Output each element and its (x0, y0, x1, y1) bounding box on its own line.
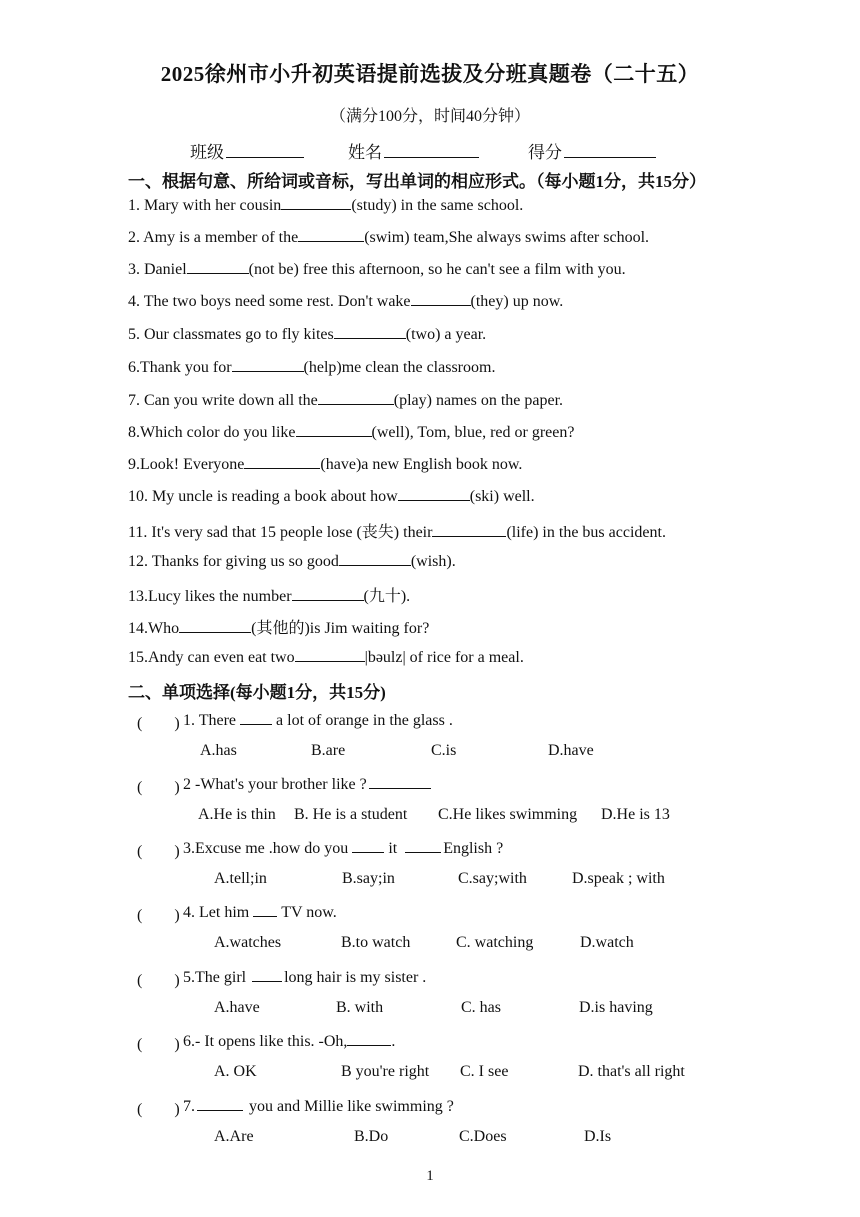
option-d[interactable]: D.is having (579, 999, 653, 1016)
answer-blank[interactable] (295, 647, 365, 662)
option-a[interactable]: A.has (200, 742, 237, 759)
option-d[interactable]: D.Is (584, 1128, 612, 1145)
option-a[interactable]: A.watches (214, 934, 282, 951)
score-blank[interactable] (564, 141, 656, 158)
option-b[interactable]: B.are (311, 742, 346, 759)
answer-blank[interactable] (281, 195, 351, 210)
option-c[interactable]: C. watching (456, 934, 534, 951)
item-pre: 13.Lucy likes the number (128, 588, 292, 605)
class-field (190, 138, 304, 163)
answer-blank[interactable] (432, 522, 506, 537)
answer-blank[interactable] (187, 259, 249, 274)
question-text: you and Millie like swimming ? (249, 1098, 454, 1115)
question-text: . (391, 1033, 396, 1050)
question-blank (252, 967, 282, 982)
fill-item-10 (128, 486, 535, 506)
fill-item-13 (128, 583, 410, 606)
item-post: (其他的)is Jim waiting for? (251, 620, 430, 637)
option-d[interactable]: D.have (548, 742, 594, 759)
item-post: (life) in the bus accident. (506, 524, 666, 541)
fill-item-3 (128, 259, 626, 279)
fill-item-4 (128, 291, 563, 311)
name-field (348, 138, 479, 163)
item-post: (study) in the same school. (351, 197, 524, 214)
answer-blank[interactable] (318, 390, 394, 405)
answer-blank[interactable] (334, 324, 406, 339)
fill-item-6 (128, 357, 495, 377)
item-post: |bəulz| of rice for a meal. (364, 649, 524, 666)
item-pre: 5. Our classmates go to fly kites (128, 326, 334, 343)
mc-question-5 (183, 967, 426, 987)
question-blank (253, 902, 277, 917)
item-pre: 15.Andy can even eat two (128, 649, 295, 666)
answer-blank[interactable] (232, 357, 304, 372)
mc-question-7 (183, 1096, 454, 1116)
exam-title: 2025徐州市小升初英语提前选拔及分班真题卷（二十五） (160, 62, 700, 86)
fill-item-9 (128, 454, 522, 474)
fill-item-7 (128, 390, 563, 410)
answer-blank[interactable] (298, 227, 364, 242)
part2-heading: 二、单项选择(每小题1分，共15分) (128, 683, 386, 702)
question-text: English ? (443, 840, 504, 857)
name-label: 姓名 (348, 143, 382, 162)
item-pre: 7. Can you write down all the (128, 392, 318, 409)
option-d[interactable]: D.He is 13 (601, 806, 670, 823)
item-pre: 9.Look! Everyone (128, 456, 245, 473)
answer-parens[interactable]: ( ) (137, 972, 180, 989)
option-b[interactable]: B.Do (354, 1128, 389, 1145)
option-b[interactable]: B. with (336, 999, 384, 1016)
item-pre: 6.Thank you for (128, 359, 232, 376)
item-pre: 1. Mary with her cousin (128, 197, 282, 214)
answer-blank[interactable] (411, 291, 471, 306)
item-post: (not be) free this afternoon, so he can't see a film with you. (248, 261, 626, 278)
answer-blank[interactable] (398, 486, 470, 501)
class-blank[interactable] (226, 141, 304, 158)
part1-heading: 一、根据句意、所给词或音标，写出单词的相应形式。（每小题1分，共15分） (128, 172, 706, 191)
question-text: 5.The girl (183, 969, 247, 986)
answer-blank[interactable] (244, 454, 320, 469)
option-d[interactable]: D.watch (580, 934, 634, 951)
question-text: 3.Excuse me .how do you (183, 840, 349, 857)
option-b[interactable]: B. He is a student (294, 806, 408, 823)
item-post: (have)a new English book now. (320, 456, 523, 473)
option-b[interactable]: B you're right (341, 1063, 430, 1080)
answer-parens[interactable]: ( ) (137, 1036, 180, 1053)
question-text: 2 -What's your brother like ? (183, 776, 367, 793)
fill-item-8 (128, 422, 574, 442)
option-c[interactable]: C. I see (460, 1063, 509, 1080)
item-pre: 14.Who (128, 620, 180, 637)
fill-item-2 (128, 227, 649, 247)
answer-parens[interactable]: ( ) (137, 779, 180, 796)
answer-parens[interactable]: ( ) (137, 843, 180, 860)
item-pre: 10. My uncle is reading a book about how (128, 488, 398, 505)
option-a[interactable]: A. OK (214, 1063, 257, 1080)
question-text: a lot of orange in the glass . (276, 712, 453, 729)
item-post: (help)me clean the classroom. (303, 359, 496, 376)
score-field (528, 138, 656, 163)
option-a[interactable]: A.have (214, 999, 260, 1016)
mc-question-3 (183, 838, 503, 858)
item-pre: 11. It's very sad that 15 people lose (丧失) their (128, 524, 433, 541)
question-text: 7. (183, 1098, 195, 1115)
fill-item-12 (128, 551, 456, 571)
question-text: long hair is my sister . (284, 969, 427, 986)
mc-question-6 (183, 1031, 395, 1051)
fill-item-5 (128, 324, 486, 344)
page-number: 1 (426, 1168, 434, 1184)
question-blank (405, 838, 441, 853)
question-text: TV now. (281, 904, 337, 921)
option-c[interactable]: C.is (431, 742, 457, 759)
question-blank (240, 710, 272, 725)
question-text: it (388, 840, 398, 857)
option-c[interactable]: C.say;with (458, 870, 527, 887)
item-post: (two) a year. (405, 326, 487, 343)
answer-blank[interactable] (339, 551, 411, 566)
item-post: (ski) well. (469, 488, 535, 505)
option-d[interactable]: D.speak ; with (572, 870, 665, 887)
fill-item-11 (128, 519, 666, 542)
option-b[interactable]: B.to watch (341, 934, 411, 951)
option-b[interactable]: B.say;in (342, 870, 395, 887)
option-d[interactable]: D. that's all right (578, 1063, 685, 1080)
item-post: (well), Tom, blue, red or green? (371, 424, 575, 441)
option-a[interactable]: A.He is thin (198, 806, 276, 823)
question-text: 1. There (183, 712, 237, 729)
class-label: 班级 (190, 143, 224, 162)
item-pre: 8.Which color do you like (128, 424, 296, 441)
option-c[interactable]: C.Does (459, 1128, 507, 1145)
answer-blank[interactable] (292, 586, 364, 601)
question-blank (347, 1031, 391, 1046)
item-pre: 4. The two boys need some rest. Don't wake (128, 293, 411, 310)
mc-question-2 (183, 774, 431, 794)
item-post: (play) names on the paper. (393, 392, 564, 409)
item-pre: 12. Thanks for giving us so good (128, 553, 339, 570)
item-post: (wish). (410, 553, 456, 570)
fill-item-15 (128, 647, 524, 667)
option-a[interactable]: A.tell;in (214, 870, 267, 887)
answer-blank[interactable] (296, 422, 372, 437)
item-pre: 2. Amy is a member of the (128, 229, 299, 246)
item-post: (九十). (363, 588, 411, 605)
question-blank (352, 838, 384, 853)
name-blank[interactable] (384, 141, 479, 158)
fill-item-1 (128, 195, 523, 215)
fill-item-14 (128, 615, 429, 638)
item-pre: 3. Daniel (128, 261, 187, 278)
question-text: 4. Let him (183, 904, 250, 921)
answer-parens[interactable]: ( ) (137, 1101, 180, 1118)
item-post: (they) up now. (470, 293, 564, 310)
score-label: 得分 (528, 143, 562, 162)
item-post: (swim) team,She always swims after school. (364, 229, 650, 246)
option-c[interactable]: C.He likes swimming (438, 806, 578, 823)
option-a[interactable]: A.Are (214, 1128, 254, 1145)
question-text: 6.- It opens like this. -Oh, (183, 1033, 348, 1050)
question-blank (197, 1096, 243, 1111)
option-c[interactable]: C. has (461, 999, 501, 1016)
answer-parens[interactable]: ( ) (137, 907, 180, 924)
question-blank (369, 774, 431, 789)
mc-question-1 (183, 710, 453, 730)
exam-subtitle: （满分100分，时间40分钟） (329, 108, 530, 125)
answer-parens[interactable]: ( ) (137, 715, 180, 732)
mc-question-4 (183, 902, 337, 922)
answer-blank[interactable] (179, 618, 251, 633)
